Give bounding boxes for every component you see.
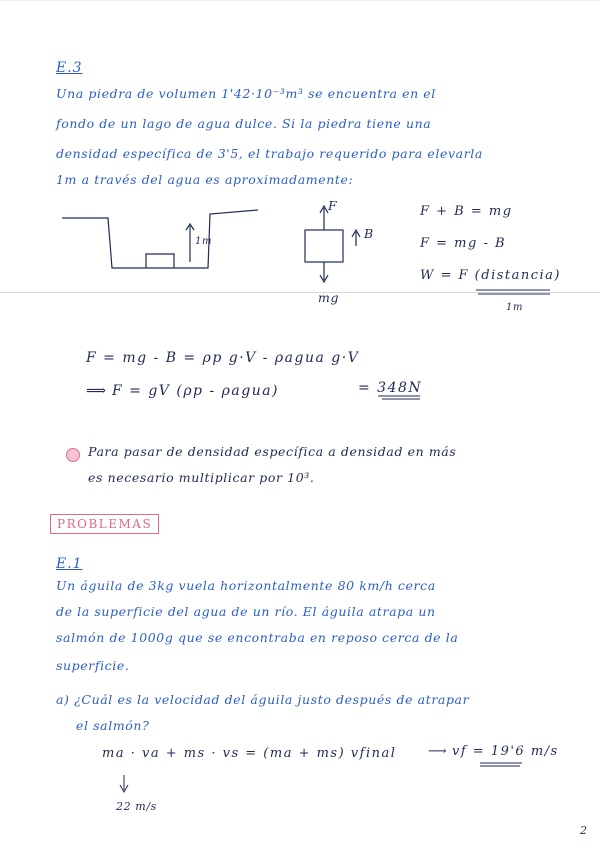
momentum-arrow: ⟶ bbox=[428, 744, 449, 759]
derivation-arrow: ⟹ bbox=[86, 383, 108, 399]
derivation-line-2: F = gV (ρp - ρagua) bbox=[112, 383, 280, 399]
exercise-1-line-4: superficie. bbox=[56, 658, 130, 673]
exercise-1-line-1: Un águila de 3kg vuela horizontalmente 80 km/h cerca bbox=[56, 578, 436, 593]
derivation-line-1: F = mg - B = ρp g·V - ρagua g·V bbox=[86, 350, 360, 366]
exercise-1-line-3: salmón de 1000g que se encontraba en reposo cerca de la bbox=[56, 630, 459, 645]
distance-label: 1m bbox=[506, 302, 524, 313]
exercise-3-line-1: Una piedra de volumen 1'42·10⁻³m³ se encuentra en el bbox=[56, 86, 436, 101]
force-f-label: F bbox=[328, 198, 338, 213]
eagle-velocity-value: 22 m/s bbox=[116, 800, 157, 813]
exercise-1-line-2: de la superficie del agua de un río. El águila atrapa un bbox=[56, 604, 436, 619]
note-line-1: Para pasar de densidad específica a densidad en más bbox=[88, 444, 457, 459]
exercise-3-line-4: 1m a través del agua es aproximadamente: bbox=[56, 172, 354, 187]
height-label: 1m bbox=[195, 236, 213, 247]
force-result: = 348N bbox=[358, 380, 423, 396]
final-velocity-answer: vf = 19'6 m/s bbox=[452, 744, 559, 759]
balance-eq-3: W = F (distancia) bbox=[420, 268, 562, 283]
exercise-3-line-3: densidad específica de 3'5, el trabajo requerido para elevarla bbox=[56, 146, 483, 161]
momentum-equation: ma · va + ms · vs = (ma + ms) vfinal bbox=[102, 746, 397, 761]
force-diagram bbox=[305, 206, 360, 282]
lake-sketch bbox=[62, 210, 258, 268]
exercise-3-heading: E.3 bbox=[56, 60, 83, 76]
exercise-3-line-2: fondo de un lago de agua dulce. Si la piedra tiene una bbox=[56, 116, 432, 131]
exercise-1-heading: E.1 bbox=[56, 556, 83, 572]
question-a-line-2: el salmón? bbox=[76, 718, 150, 733]
balance-eq-2: F = mg - B bbox=[420, 236, 507, 251]
page-number: 2 bbox=[580, 824, 588, 837]
question-a-line-1: a) ¿Cuál es la velocidad del águila justo después de atrapar bbox=[56, 692, 470, 707]
weight-label: mg bbox=[318, 290, 340, 305]
balance-eq-1: F + B = mg bbox=[420, 204, 513, 219]
force-b-label: B bbox=[364, 226, 374, 241]
note-bullet-icon bbox=[66, 448, 80, 462]
problemas-label: PROBLEMAS bbox=[50, 514, 159, 534]
note-line-2: es necesario multiplicar por 10³. bbox=[88, 470, 315, 485]
